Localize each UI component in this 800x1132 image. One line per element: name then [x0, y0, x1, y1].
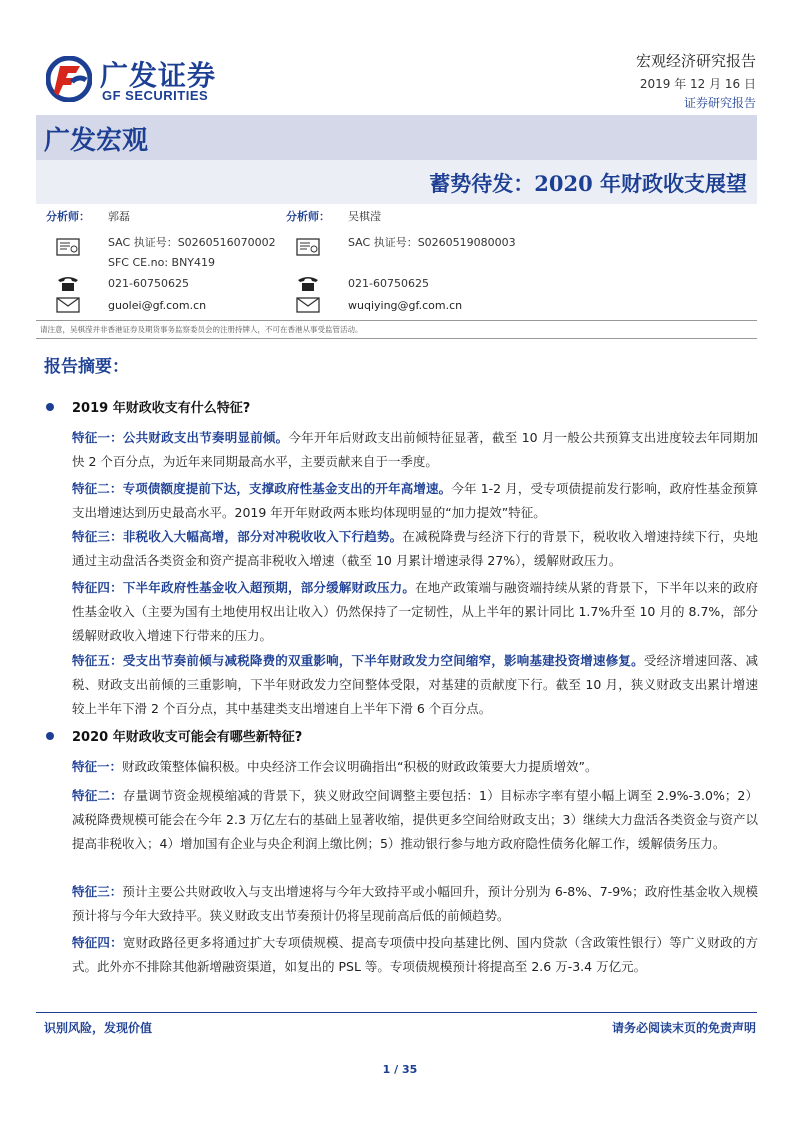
report-category: 证券研究报告 — [683, 96, 756, 110]
gf-logo-icon — [46, 56, 92, 102]
analyst-email[interactable]: wuqiying@gf.com.cn — [348, 299, 463, 312]
feature-lead: 特征三： — [72, 884, 123, 899]
analyst-card-2 — [286, 208, 546, 318]
regulatory-notice: 请注意，吴棋滢并非香港证券及期货事务监察委员会的注册持牌人，不可在香港从事受监管活动。 — [40, 325, 363, 334]
feature-lead: 特征三：非税收入大幅高增，部分对冲税收收入下行趋势。 — [72, 529, 403, 544]
certificate-icon — [296, 238, 320, 256]
analyst-card-1 — [46, 208, 286, 318]
feature-text: 在减税降费与经济下行的背景下，税收收入增速持续下行，央地通过主动盘活各类资金和资产提高非税收入增速（截至 10 月累计增速录得 27%），缓解财政压力。 — [72, 529, 758, 568]
analyst-email[interactable]: guolei@gf.com.cn — [108, 299, 207, 312]
feature-text: 预计主要公共财政收入与支出增速将与今年大致持平或小幅回升，预计分别为 6-8%、7-9%；政府性基金收入规模预计将与今年大致持平。狭义财政支出节奏预计仍将呈现前高后低的前倾趋势。 — [72, 884, 758, 923]
phone-icon — [56, 274, 80, 292]
feature-paragraph — [72, 784, 758, 880]
divider — [36, 320, 757, 321]
feature-lead: 特征二：专项债额度提前下达，支撑政府性基金支出的开年高增速。 — [72, 481, 452, 496]
analyst-sac: SAC 执证号：S0260519080003 — [348, 236, 516, 249]
bullet-dot — [46, 403, 54, 411]
feature-text: 今年 1-2 月，受专项债提前发行影响，政府性基金预算支出增速达到历史最高水平。2019 年开年财政两本账均体现明显的“加力提效”特征。 — [72, 481, 758, 520]
analyst-label: 分析师： — [46, 210, 90, 223]
analyst-phone: 021-60750625 — [348, 277, 429, 290]
page-number: 1 / 35 — [382, 1063, 418, 1076]
feature-text: 财政政策整体偏积极。中央经济工作会议明确指出“积极的财政政策要大力提质增效”。 — [122, 759, 598, 774]
feature-lead: 特征一： — [72, 759, 123, 774]
feature-lead: 特征一：公共财政支出节奏明显前倾。 — [72, 430, 289, 445]
analyst-label: 分析师： — [286, 210, 330, 223]
footer-slogan: 识别风险，发现价值 — [44, 1021, 153, 1035]
brand-logo — [46, 54, 216, 104]
certificate-icon — [56, 238, 80, 256]
feature-lead: 特征五：受支出节奏前倾与减税降费的双重影响，下半年财政发力空间缩窄，影响基建投资增速修复。 — [72, 653, 644, 668]
feature-text: 宽财政路径更多将通过扩大专项债规模、提高专项债中投向基建比例、国内贷款（含政策性银行）等广义财政的方式。此外亦不排除其他新增融资渠道，如复出的 PSL 等。专项债规模预计将提高至 2.6 万-3.4 万亿元。 — [72, 935, 758, 974]
feature-paragraph — [72, 576, 758, 648]
analyst-phone: 021-60750625 — [108, 277, 189, 290]
analyst-sac: SAC 执证号：S0260516070002 — [108, 236, 276, 249]
email-icon — [296, 296, 320, 314]
feature-paragraph — [72, 880, 758, 928]
phone-icon — [296, 274, 320, 292]
feature-text: 存量调节资金规模缩减的背景下，狭义财政空间调整主要包括：1）目标赤字率有望小幅上调至 2.9%-3.0%；2）减税降费规模可能会在今年 2.3 万亿左右的基础上显著收缩，提供更多空间给财政支出；3）继续大力盘活各类资金与资产以提高非税收入；4）增加国有企业与央企利润上缴比例；5）推动银行参与地方政府隐性债务化解工作，缓解债务压力。 — [72, 788, 758, 851]
feature-paragraph — [72, 426, 758, 474]
banner-title — [36, 160, 757, 204]
email-icon — [56, 296, 80, 314]
report-date: 2019 年 12 月 16 日 — [639, 77, 756, 91]
feature-lead: 特征四： — [72, 935, 123, 950]
feature-paragraph — [72, 649, 758, 721]
banner-column — [36, 115, 757, 160]
feature-lead: 特征二： — [72, 788, 123, 803]
doc-title: 蓄势待发：2020 年财政收支展望 — [429, 171, 747, 196]
feature-paragraph — [72, 525, 758, 573]
analyst-name: 吴棋滢 — [348, 210, 381, 223]
report-type: 宏观经济研究报告 — [635, 52, 756, 70]
bullet-dot — [46, 732, 54, 740]
analyst-name: 郭磊 — [108, 210, 130, 223]
brand-name-en: GF SECURITIES — [102, 88, 209, 103]
feature-text: 受经济增速回落、减税、财政支出前倾的三重影响，下半年财政发力空间整体受限，对基建的贡献度下行。截至 10 月，狭义财政支出累计增速较上半年下滑 2 个百分点，其中基建类支出增速自上半年下滑 6 个百分点。 — [72, 653, 758, 716]
feature-lead: 特征四：下半年政府性基金收入超预期，部分缓解财政压力。 — [72, 580, 416, 595]
feature-text: 今年开年后财政支出前倾特征显著，截至 10 月一般公共预算支出进度较去年同期加快 2 个百分点，为近年来同期最高水平，主要贡献来自于一季度。 — [72, 430, 758, 469]
feature-text: 在地产政策端与融资端持续从紧的背景下，下半年以来的政府性基金收入（主要为国有土地使用权出让收入）仍然保持了一定韧性，从上半年的累计同比 1.7%升至 10 月的 8.7%，部分缓解财政收入增速下行带来的压力。 — [72, 580, 758, 643]
footer-rule — [36, 1012, 757, 1013]
analyst-sfc: SFC CE.no: BNY419 — [108, 256, 216, 269]
feature-paragraph — [72, 477, 758, 525]
brand-name-cn: 广发证券 — [100, 59, 217, 92]
feature-paragraph — [72, 931, 758, 1003]
question-2019: 2019 年财政收支有什么特征? — [72, 401, 251, 416]
summary-heading: 报告摘要： — [44, 357, 129, 377]
column-title: 广发宏观 — [44, 126, 149, 156]
feature-paragraph — [72, 755, 758, 779]
question-2020: 2020 年财政收支可能会有哪些新特征? — [72, 730, 303, 745]
footer-disclaimer[interactable]: 请务必阅读末页的免责声明 — [611, 1021, 756, 1035]
divider — [36, 338, 757, 339]
